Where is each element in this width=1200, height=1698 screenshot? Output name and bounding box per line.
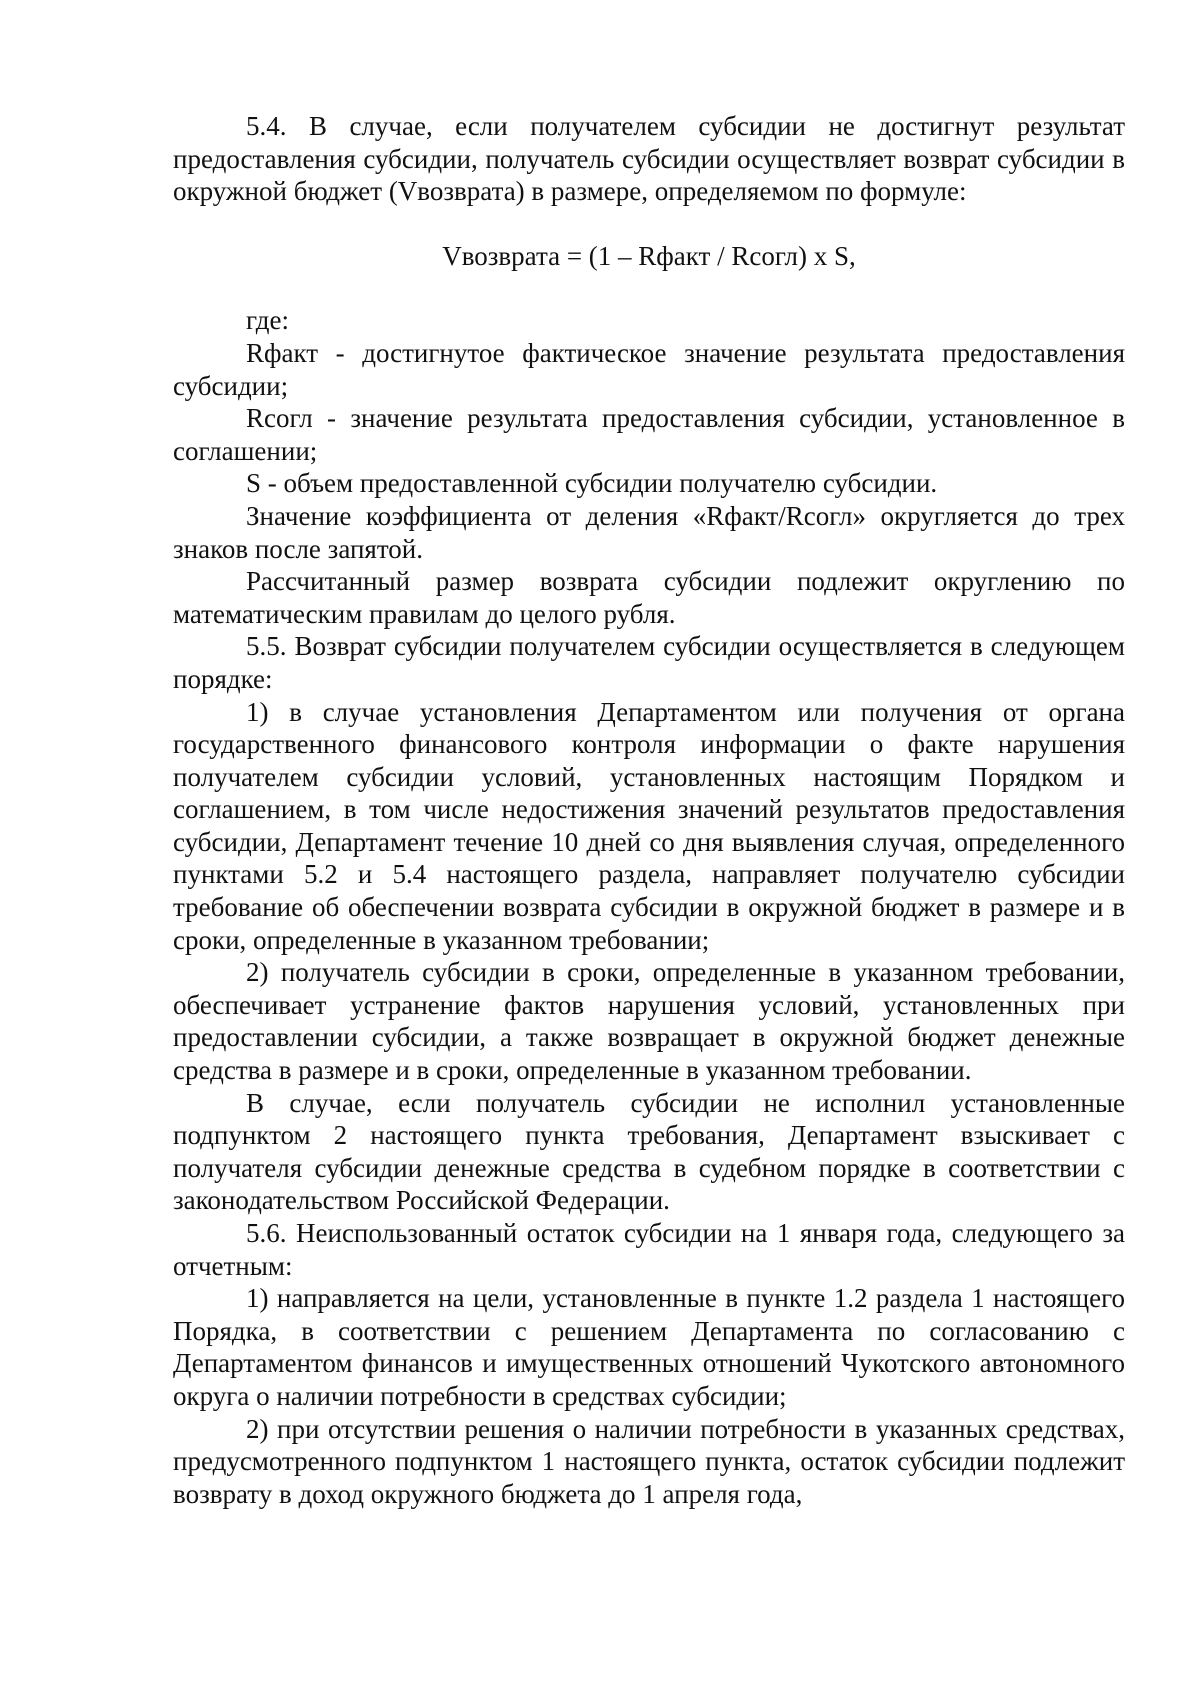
- paragraph-5-5-item-1: 1) в случае установления Департаментом или получения от органа государственного финансового контроля информации о факте нарушения получателем субсидии условий, установленных настоящим Порядком и соглашением, в том числе недостижения значений результатов предоставления субсидии, Департамент течение 10 дней со дня выявления случая, определенного пунктами 5.2 и 5.4 настоящего раздела, направляет получателю субсидии требование об обеспечении возврата субсидии в окружной бюджет в размере и в сроки, определенные в указанном требовании;: [173, 696, 1125, 955]
- paragraph-5-6-item-2: 2) при отсутствии решения о наличии потребности в указанных средствах, предусмотренного подпунктом 1 настоящего пункта, остаток субсидии подлежит возврату в доход окружного бюджета до 1 апреля года,: [173, 1413, 1125, 1509]
- where-label: где:: [246, 305, 289, 336]
- coefficient-rounding-note: Значение коэффициента от деления «Rфакт/Rсогл» округляется до трех знаков после запятой.: [173, 500, 1125, 564]
- paragraph-5-5-item-2: 2) получатель субсидии в сроки, определенные в указанном требовании, обеспечивает устранение фактов нарушения условий, установленных при предоставлении субсидии, а также возвращает в окружной бюджет денежные средства в размере и в сроки, определенные в указанном требовании.: [173, 957, 1125, 1086]
- amount-rounding-note: Рассчитанный размер возврата субсидии подлежит округлению по математическим правилам до целого рубля.: [173, 566, 1125, 629]
- definition-rfakt: Rфакт - достигнутое фактическое значение результата предоставления субсидии;: [173, 337, 1125, 401]
- return-formula: Vвозврата = (1 – Rфакт / Rсогл) x S,: [442, 240, 856, 271]
- document-page: [173, 110, 1125, 1510]
- definition-s: S - объем предоставленной субсидии получателю субсидии.: [246, 468, 938, 499]
- paragraph-5-6: 5.6. Неиспользованный остаток субсидии на 1 января года, следующего за отчетным:: [173, 1218, 1125, 1281]
- paragraph-5-4: 5.4. В случае, если получателем субсидии не достигнут результат предоставления субсидии, получатель субсидии осуществляет возврат субсидии в окружной бюджет (Vвозврата) в размере, определяемом по формуле:: [173, 111, 1125, 207]
- paragraph-5-5-court-recovery: В случае, если получатель субсидии не исполнил установленные подпунктом 2 настоящего пункта требования, Департамент взыскивает с получателя субсидии денежные средства в судебном порядке в соответствии с законодательством Российской Федерации.: [173, 1087, 1125, 1216]
- paragraph-5-5: 5.5. Возврат субсидии получателем субсидии осуществляется в следующем порядке:: [173, 631, 1125, 694]
- paragraph-5-6-item-1: 1) направляется на цели, установленные в пункте 1.2 раздела 1 настоящего Порядка, в соответствии с решением Департамента по согласованию с Департаментом финансов и имущественных отношений Чукотского автономного округа о наличии потребности в средствах субсидии;: [173, 1283, 1125, 1411]
- definition-rsogl: Rсогл - значение результата предоставления субсидии, установленное в соглашении;: [173, 403, 1125, 466]
